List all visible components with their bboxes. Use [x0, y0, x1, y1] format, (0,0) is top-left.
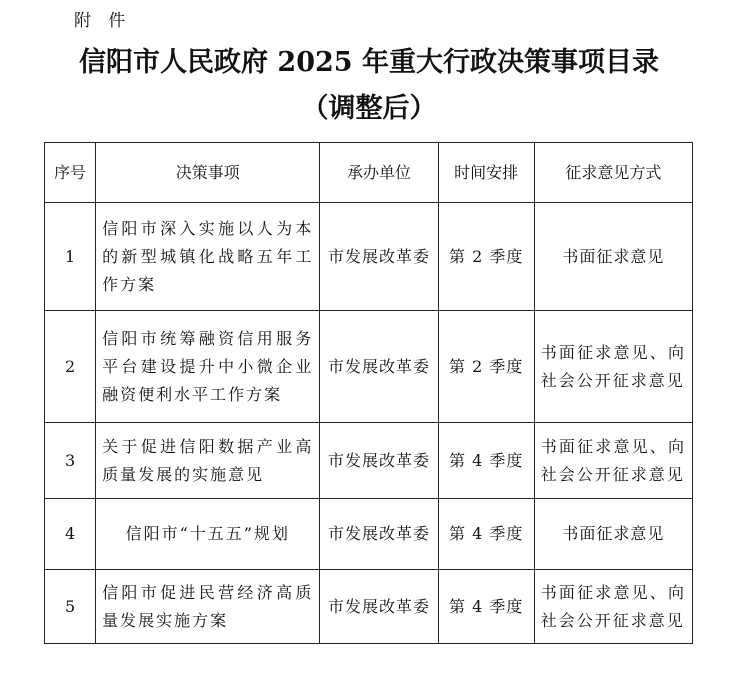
schedule: 第 4 季度 — [438, 499, 534, 570]
decision-item-cell — [96, 570, 320, 644]
column-header-way: 征求意见方式 — [534, 143, 692, 203]
consultation-method — [534, 423, 692, 499]
consultation-method — [534, 311, 692, 423]
decision-item-text: 信阳市“十五五”规划 — [125, 524, 290, 543]
attachment-label: 附 件 — [74, 11, 132, 31]
consultation-method-text: 书面征求意见、向社会公开征求意见 — [540, 342, 686, 390]
decision-item-text: 关于促进信阳数据产业高质量发展的实施意见 — [102, 436, 314, 484]
row-number: 4 — [45, 499, 96, 570]
row-number: 2 — [45, 311, 96, 423]
schedule: 第 2 季度 — [438, 311, 534, 423]
responsible-unit: 市发展改革委 — [320, 570, 438, 644]
consultation-method-text: 书面征求意见、向社会公开征求意见 — [540, 436, 686, 484]
table-row — [45, 311, 693, 423]
decision-catalog-table — [44, 142, 693, 644]
table-row — [45, 499, 693, 570]
consultation-method-text: 书面征求意见、向社会公开征求意见 — [540, 582, 686, 630]
column-header-time: 时间安排 — [438, 143, 534, 203]
schedule: 第 4 季度 — [438, 423, 534, 499]
column-header-unit: 承办单位 — [320, 143, 438, 203]
table-row — [45, 423, 693, 499]
table-header-row — [45, 143, 693, 203]
decision-item-cell — [96, 311, 320, 423]
consultation-method: 书面征求意见 — [534, 499, 692, 570]
row-number: 3 — [45, 423, 96, 499]
column-header-no: 序号 — [45, 143, 96, 203]
consultation-method — [534, 570, 692, 644]
decision-item-cell — [96, 499, 320, 570]
schedule: 第 2 季度 — [438, 203, 534, 311]
table-row — [45, 570, 693, 644]
responsible-unit: 市发展改革委 — [320, 311, 438, 423]
schedule: 第 4 季度 — [438, 570, 534, 644]
decision-item-cell — [96, 423, 320, 499]
responsible-unit: 市发展改革委 — [320, 203, 438, 311]
table-row — [45, 203, 693, 311]
row-number: 5 — [45, 570, 96, 644]
consultation-method: 书面征求意见 — [534, 203, 692, 311]
decision-item-text: 信阳市深入实施以人为本的新型城镇化战略五年工作方案 — [102, 218, 314, 294]
document-subtitle: （调整后） — [301, 93, 437, 124]
decision-item-text: 信阳市促进民营经济高质量发展实施方案 — [102, 582, 314, 630]
row-number: 1 — [45, 203, 96, 311]
document-title: 信阳市人民政府 2025 年重大行政决策事项目录 — [79, 47, 659, 78]
column-header-item: 决策事项 — [96, 143, 320, 203]
responsible-unit: 市发展改革委 — [320, 423, 438, 499]
decision-item-cell — [96, 203, 320, 311]
responsible-unit: 市发展改革委 — [320, 499, 438, 570]
decision-item-text: 信阳市统筹融资信用服务平台建设提升中小微企业融资便利水平工作方案 — [102, 328, 314, 404]
